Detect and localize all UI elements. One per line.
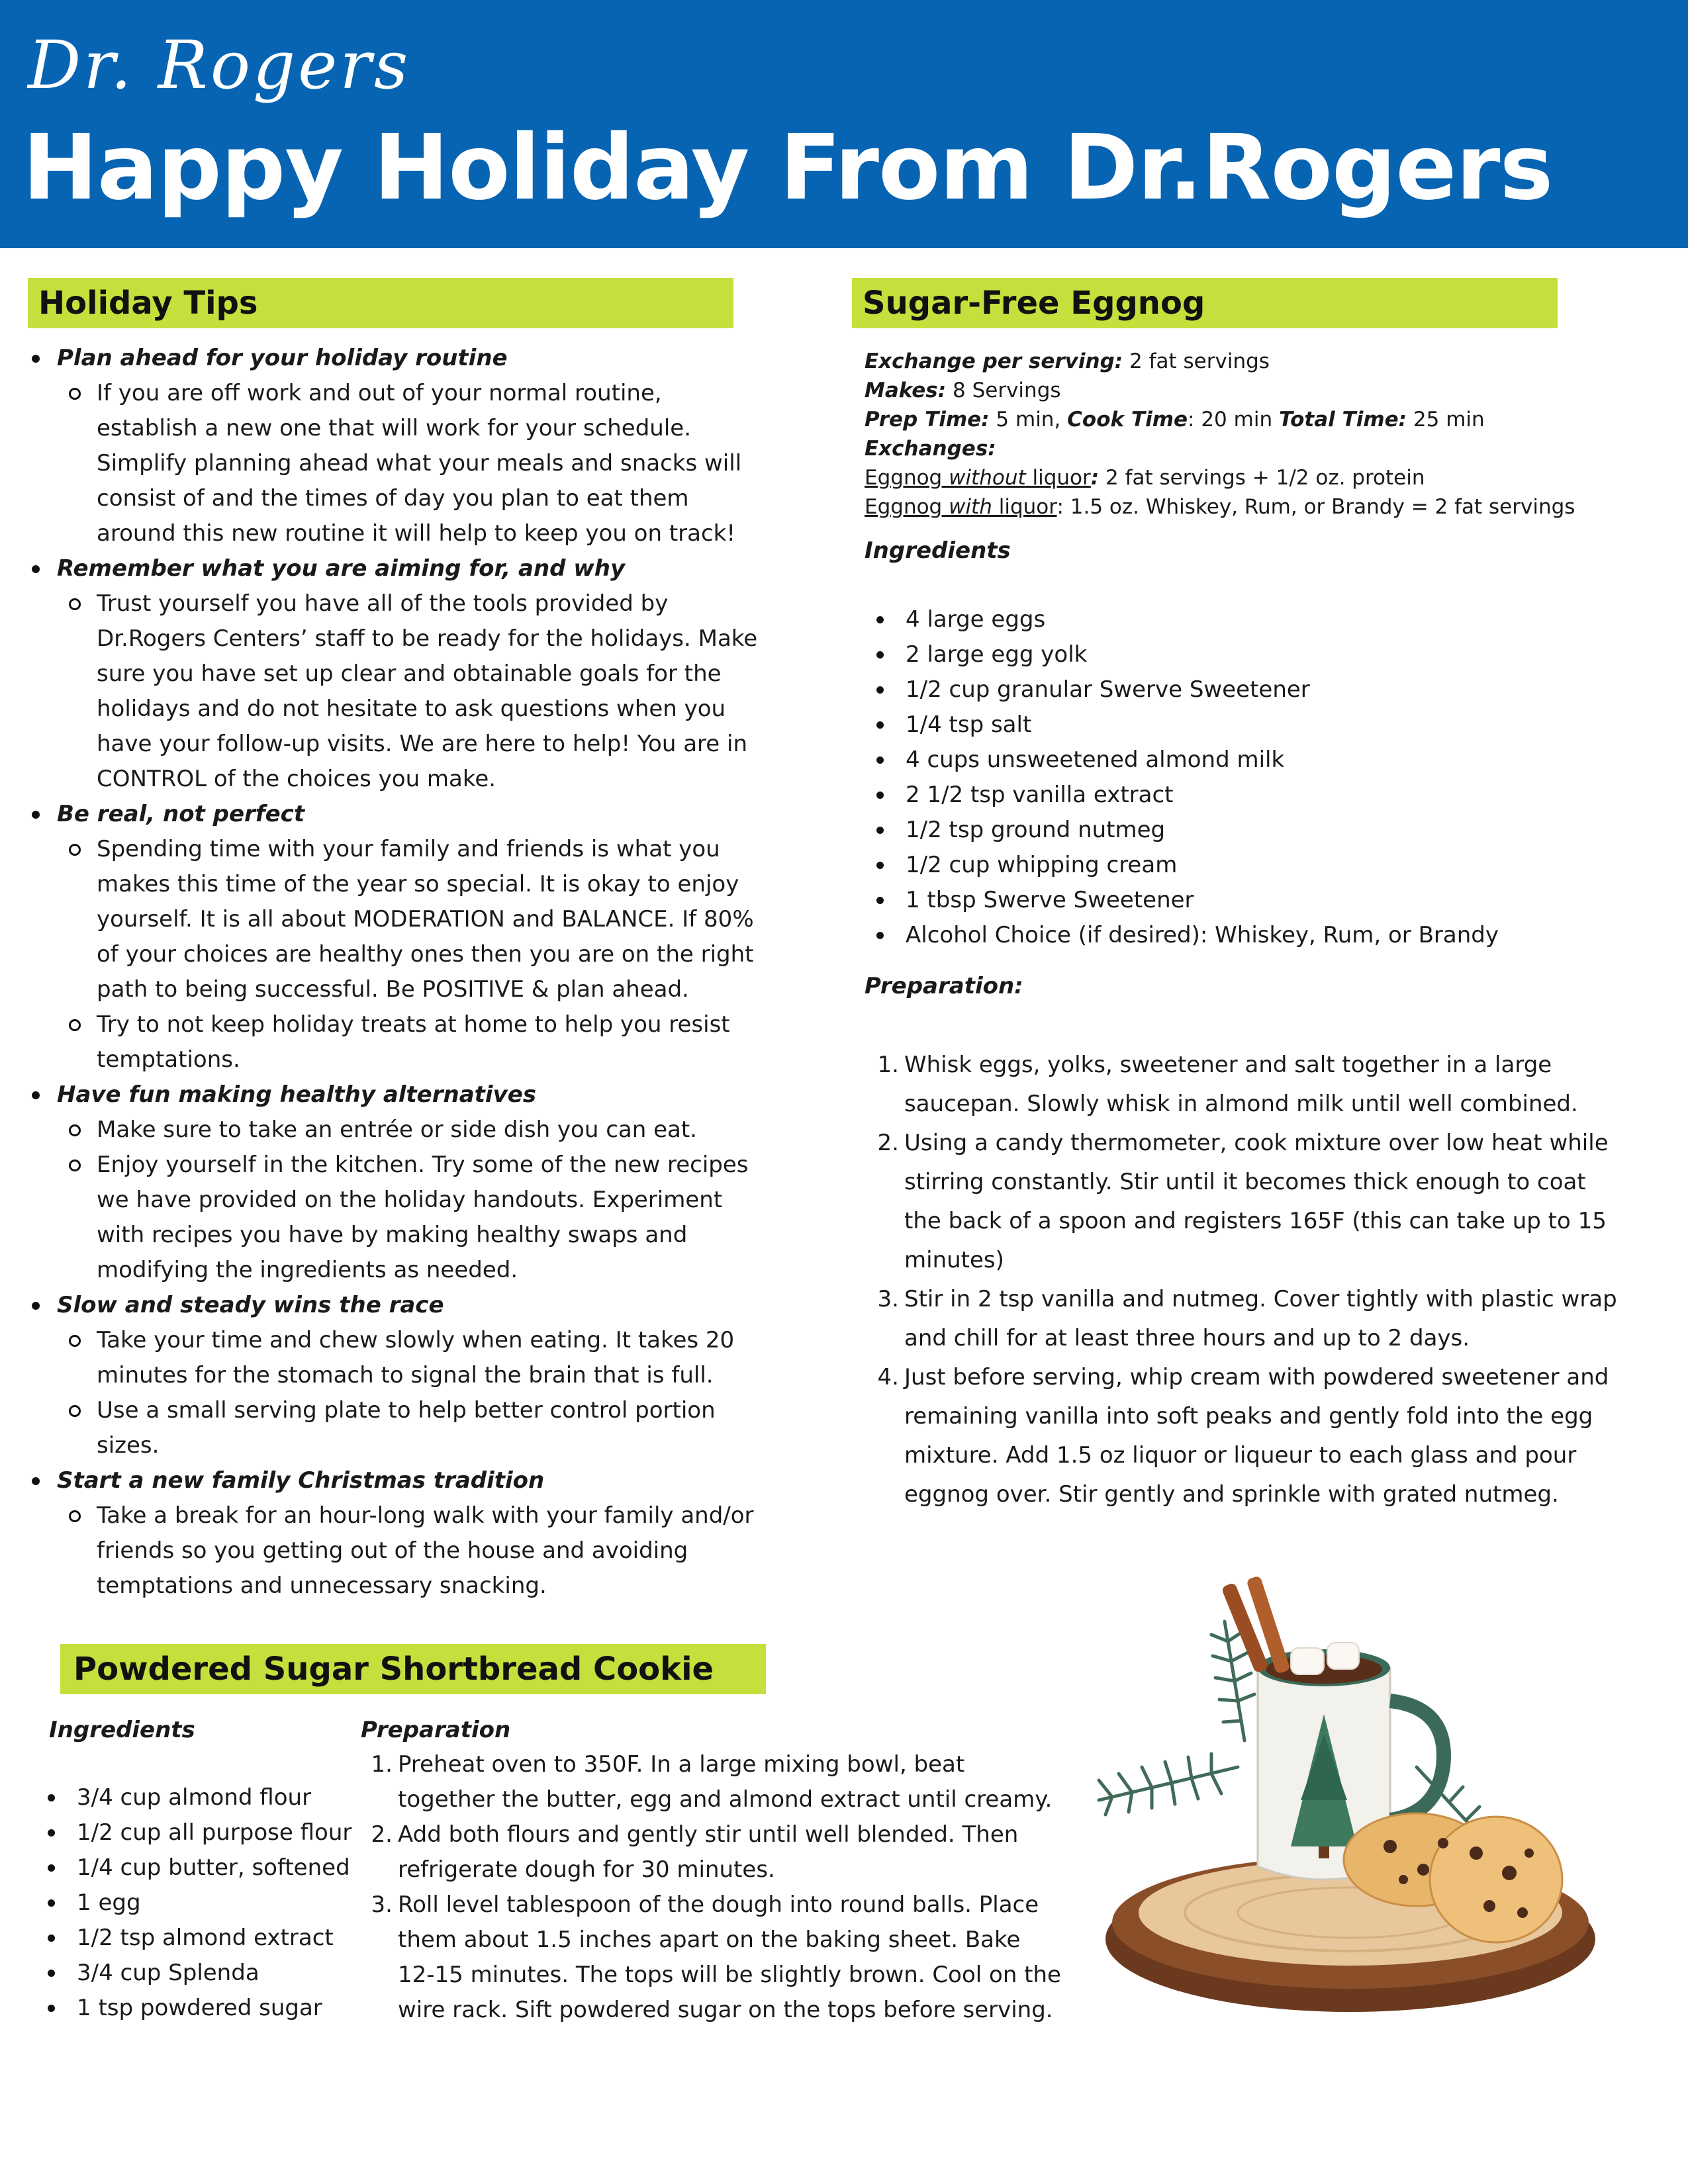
- cook-value: : 20 min: [1188, 408, 1279, 432]
- step-number: 1.: [371, 1751, 393, 1778]
- step-item: [867, 1046, 1628, 1124]
- tip-sub-item: Enjoy yourself in the kitchen. Try some of the new recipes we have provided on the holiday handouts. Experiment with recipes you have by making healthy swaps and modifying the ingredients as needed.: [57, 1148, 768, 1288]
- makes-row: [865, 376, 1659, 405]
- cookie-heading: Powdered Sugar Shortbread Cookie: [60, 1644, 766, 1694]
- step-item: [361, 1747, 1062, 1817]
- tip-sub-list: [57, 1498, 768, 1604]
- ingredient-item: 1/4 tsp salt: [867, 707, 1499, 743]
- tip-sub-item: Make sure to take an entrée or side dish you can eat.: [57, 1113, 768, 1148]
- ingredient-item: 4 large eggs: [867, 602, 1499, 637]
- without-value: 2 fat servings + 1/2 oz. protein: [1099, 466, 1425, 490]
- step-text: Stir in 2 tsp vanilla and nutmeg. Cover tightly with plastic wrap and chill for at least three hours and up to 2 days.: [904, 1286, 1617, 1351]
- ingredient-item: 1 egg: [38, 1886, 352, 1921]
- ingredient-item: 3/4 cup almond flour: [38, 1780, 352, 1815]
- tip-sub-item: Spending time with your family and friends is what you makes this time of the year so special. It is okay to enjoy yourself. It is all about MODERATION and BALANCE. If 80% of your choices are healthy ones then you are on the right path to being successful. Be POSITIVE & plan ahead.: [57, 832, 768, 1007]
- tip-sub-item: Try to not keep holiday treats at home to help you resist temptations.: [57, 1007, 768, 1077]
- ingredient-item: 1/2 cup whipping cream: [867, 848, 1499, 883]
- tip-title: Slow and steady wins the race: [57, 1292, 444, 1318]
- tip-title: Have fun making healthy alternatives: [57, 1081, 537, 1108]
- step-text: Add both flours and gently stir until well blended. Then refrigerate dough for 30 minutes.: [398, 1821, 1019, 1883]
- exchanges-label: Exchanges:: [865, 437, 996, 461]
- cookie-ingredients-list: [38, 1780, 352, 2026]
- step-item: [867, 1280, 1628, 1358]
- exchanges-row: [865, 434, 1659, 463]
- without-colon: :: [1090, 466, 1100, 490]
- eggnog-steps-list: [867, 1046, 1628, 1514]
- tip-sub-list: [57, 1323, 768, 1463]
- with-c: liquor: [992, 495, 1057, 519]
- tip-sub-item: If you are off work and out of your normal routine, establish a new one that will work for your schedule. Simplify planning ahead what your meals and snacks will consist of and the times of day you plan to eat them around this new routine it will help to keep you on track!: [57, 376, 768, 551]
- tip-title: Remember what you are aiming for, and why: [57, 555, 626, 582]
- time-row: [865, 405, 1659, 434]
- tip-title: Start a new family Christmas tradition: [57, 1467, 545, 1494]
- tip-item: [26, 1077, 768, 1288]
- prep-value: 5 min,: [989, 408, 1068, 432]
- step-item: [867, 1358, 1628, 1514]
- step-item: [867, 1124, 1628, 1280]
- cook-label: Cook Time: [1067, 408, 1188, 432]
- total-label: Total Time:: [1278, 408, 1407, 432]
- holiday-tips-heading: Holiday Tips: [28, 278, 733, 328]
- ingredient-item: 1/2 tsp almond extract: [38, 1921, 352, 1956]
- ingredient-item: 2 1/2 tsp vanilla extract: [867, 778, 1499, 813]
- ingredient-item: 2 large egg yolk: [867, 637, 1499, 672]
- step-number: 3.: [877, 1286, 899, 1312]
- tip-sub-item: Take a break for an hour-long walk with your family and/or friends so you getting out of the house and avoiding temptations and unnecessary snacking.: [57, 1498, 768, 1604]
- step-item: [361, 1817, 1062, 1888]
- cocoa-cookies-illustration: [1072, 1569, 1642, 2019]
- step-number: 1.: [877, 1052, 899, 1078]
- without-c: liquor: [1025, 466, 1091, 490]
- tip-sub-list: [57, 586, 768, 797]
- holiday-tips-list: [26, 341, 768, 1604]
- tip-sub-item: Trust yourself you have all of the tools provided by Dr.Rogers Centers’ staff to be ready for the holidays. Make sure you have set up clear and obtainable goals for the holidays and do not hesitate to ask questions when you have your follow-up visits. We are here to help! You are in CONTROL of the choices you make.: [57, 586, 768, 797]
- ingredient-item: 1 tbsp Swerve Sweetener: [867, 883, 1499, 918]
- with-liquor-row: [865, 492, 1659, 522]
- without-a: Eggnog: [865, 466, 949, 490]
- tip-title: Be real, not perfect: [57, 801, 305, 827]
- tip-sub-list: [57, 832, 768, 1077]
- header-banner: [0, 0, 1688, 248]
- makes-value: 8 Servings: [946, 379, 1061, 402]
- ingredient-item: Alcohol Choice (if desired): Whiskey, Rum, or Brandy: [867, 918, 1499, 953]
- eggnog-ingredients-list: [867, 602, 1499, 953]
- page-title: Happy Holiday From Dr.Rogers: [23, 116, 1553, 220]
- step-text: Roll level tablespoon of the dough into round balls. Place them about 1.5 inches apart on the baking sheet. Bake 12-15 minutes. The tops will be slightly brown. Cool on the wire rack. Sift powdered sugar on the tops before serving.: [398, 1891, 1061, 2023]
- tip-item: [26, 341, 768, 551]
- tip-sub-list: [57, 1113, 768, 1288]
- ingredient-item: 1/4 cup butter, softened: [38, 1850, 352, 1886]
- step-number: 2.: [371, 1821, 393, 1848]
- without-b: without: [949, 466, 1026, 490]
- step-text: Whisk eggs, yolks, sweetener and salt together in a large saucepan. Slowly whisk in almond milk until well combined.: [904, 1052, 1578, 1117]
- makes-label: Makes:: [865, 379, 947, 402]
- eggnog-info: [865, 347, 1659, 522]
- exchange-row: [865, 347, 1659, 376]
- step-text: Just before serving, whip cream with powdered sweetener and remaining vanilla into soft peaks and gently fold into the egg mixture. Add 1.5 oz liquor or liqueur to each glass and pour eggnog over. Stir gently and sprinkle with grated nutmeg.: [904, 1364, 1609, 1508]
- ingredient-item: 1/2 cup all purpose flour: [38, 1815, 352, 1850]
- total-value: 25 min: [1407, 408, 1485, 432]
- with-a: Eggnog: [865, 495, 949, 519]
- with-b: with: [949, 495, 992, 519]
- cookie-ingredients-label: Ingredients: [49, 1717, 195, 1743]
- tip-sub-list: [57, 376, 768, 551]
- eggnog-ingredients-label: Ingredients: [865, 537, 1011, 564]
- tip-item: [26, 797, 768, 1077]
- ingredient-item: 4 cups unsweetened almond milk: [867, 743, 1499, 778]
- tip-item: [26, 551, 768, 797]
- cookie-preparation-label: Preparation: [361, 1717, 511, 1743]
- step-number: 4.: [877, 1364, 899, 1390]
- logo: Dr. Rogers: [28, 26, 411, 104]
- ingredient-item: 1/2 tsp ground nutmeg: [867, 813, 1499, 848]
- with-value: : 1.5 oz. Whiskey, Rum, or Brandy = 2 fat servings: [1056, 495, 1575, 519]
- tip-sub-item: Take your time and chew slowly when eating. It takes 20 minutes for the stomach to signal the brain that is full.: [57, 1323, 768, 1393]
- tip-item: [26, 1288, 768, 1463]
- step-text: Preheat oven to 350F. In a large mixing bowl, beat together the butter, egg and almond extract until creamy.: [398, 1751, 1053, 1813]
- eggnog-heading: Sugar-Free Eggnog: [852, 278, 1558, 328]
- eggnog-preparation-label: Preparation:: [865, 973, 1023, 999]
- cookie-steps-list: [361, 1747, 1062, 2028]
- exchange-label: Exchange per serving:: [865, 349, 1123, 373]
- tip-item: [26, 1463, 768, 1604]
- without-liquor-row: [865, 463, 1659, 492]
- tip-title: Plan ahead for your holiday routine: [57, 345, 508, 371]
- tip-sub-item: Use a small serving plate to help better control portion sizes.: [57, 1393, 768, 1463]
- ingredient-item: 1/2 cup granular Swerve Sweetener: [867, 672, 1499, 707]
- step-number: 2.: [877, 1130, 899, 1156]
- step-number: 3.: [371, 1891, 393, 1918]
- exchange-value: 2 fat servings: [1123, 349, 1270, 373]
- step-item: [361, 1888, 1062, 2028]
- prep-label: Prep Time:: [865, 408, 990, 432]
- ingredient-item: 3/4 cup Splenda: [38, 1956, 352, 1991]
- step-text: Using a candy thermometer, cook mixture over low heat while stirring constantly. Stir until it becomes thick enough to coat the back of a spoon and registers 165F (this can take up to 15 minutes): [904, 1130, 1609, 1273]
- ingredient-item: 1 tsp powdered sugar: [38, 1991, 352, 2026]
